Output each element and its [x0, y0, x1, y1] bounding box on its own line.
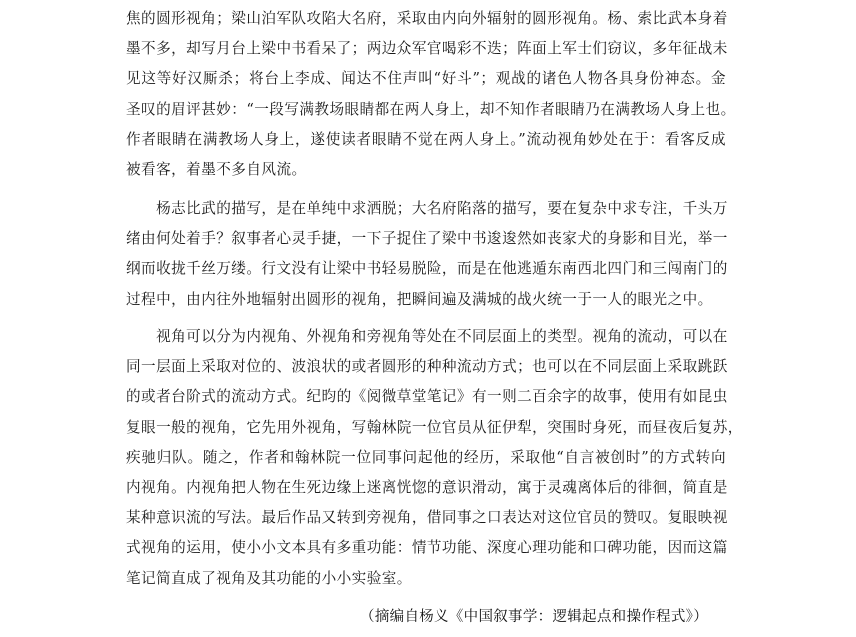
paragraph-line: 式视角的运用，使小小文本具有多重功能：情节功能、深度心理功能和口碑功能，因而这篇 — [126, 539, 728, 557]
paragraph-line: 复眼一般的视角，它先用外视角，写翰林院一位官员从征伊犁，突围时身死，而昼夜后复苏， — [126, 418, 743, 436]
paragraph-line: 的或者台阶式的流动方式。纪昀的《阅微草堂笔记》有一则二百余字的故事，使用有如昆虫 — [126, 388, 728, 406]
paragraph-line: 绪由何处着手？叙事者心灵手捷，一下子捉住了梁中书逡逡然如丧家犬的身影和目光，举一 — [126, 230, 728, 248]
paragraph-line: 作者眼睛在满教场人身上，遂使读者眼睛不觉在两人身上。”流动视角妙处在于：看客反成 — [126, 130, 726, 148]
paragraph-line: 焦的圆形视角；梁山泊军队攻陷大名府，采取由内向外辐射的圆形视角。杨、索比武本身着 — [126, 10, 728, 27]
paragraph-line: 纲而收拢千丝万缕。行文没有让梁中书轻易脱险，而是在他逃遁东南西北四门和三闯南门的 — [126, 260, 728, 278]
paragraph-line: 杨志比武的描写，是在单纯中求洒脱；大名府陷落的描写，要在复杂中求专注，千头万 — [126, 200, 728, 217]
paragraph-line: 疾驰归队。随之，作者和翰林院一位同事问起他的经历，采取他“自言被创时”的方式转向 — [126, 448, 726, 466]
paragraph-line: 同一层面上采取对位的、波浪状的或者圆形的种种流动方式；也可以在不同层面上采取跳跃 — [126, 358, 728, 376]
paragraph-line: 视角可以分为内视角、外视角和旁视角等处在不同层面上的类型。视角的流动，可以在 — [126, 328, 728, 345]
paragraph-line: 过程中，由内往外地辐射出圆形的视角，把瞬间遍及满城的战火统一于一人的眼光之中。 — [126, 290, 713, 308]
paragraph-line: 见这等好汉厮杀；将台上李成、闻达不住声叫“好斗”；观战的诸色人物各具身份神态。金 — [126, 70, 726, 88]
paragraph-line: 墨不多，却写月台上梁中书看呆了；两边众军官喝彩不迭；阵面上军士们窃议，多年征战未 — [126, 40, 728, 58]
paragraph-line: 笔记简直成了视角及其功能的小小实验室。 — [126, 569, 412, 587]
source-citation: （摘编自杨义《中国叙事学：逻辑起点和操作程式》） — [360, 609, 708, 625]
paragraph-line: 圣叹的眉评甚妙：“一段写满教场眼睛都在两人身上，却不知作者眼睛乃在满教场人身上也。 — [126, 100, 736, 118]
paragraph-line: 内视角。内视角把人物在生死边缘上迷离恍惚的意识滑动，寓于灵魂离体后的徘徊，简直是 — [126, 479, 728, 497]
paragraph-1 — [126, 4, 736, 185]
paragraph-line: 某种意识流的写法。最后作品又转到旁视角，借同事之口表达对这位官员的赞叹。复眼映视 — [126, 509, 728, 527]
paragraph-3 — [126, 322, 743, 594]
paragraph-line: 被看客，着墨不多自风流。 — [126, 161, 307, 179]
paragraph-2 — [126, 194, 726, 315]
